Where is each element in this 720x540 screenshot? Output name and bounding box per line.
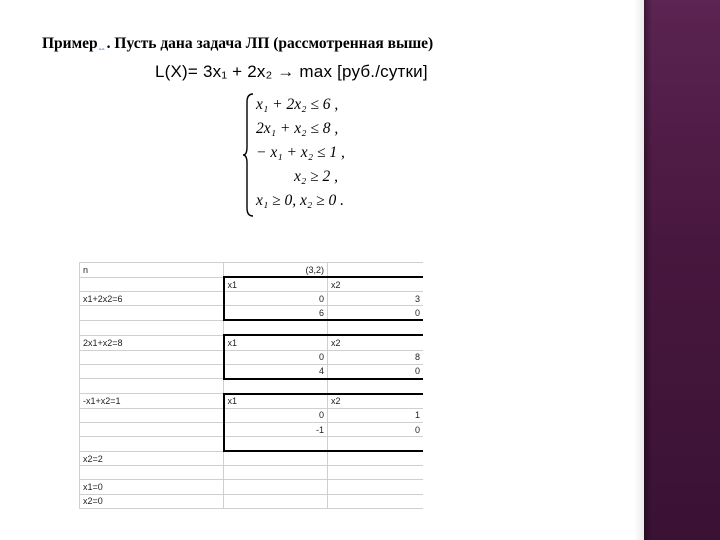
data-grid (79, 262, 423, 509)
title-text: . Пусть дана задача ЛП (рассмотренная выше) (106, 35, 434, 52)
table-row (80, 437, 424, 452)
table-row (80, 364, 424, 379)
table-cell[interactable] (328, 263, 424, 278)
table-cell[interactable] (80, 466, 224, 480)
table-cell[interactable] (80, 306, 224, 321)
table-row (80, 350, 424, 364)
example-label: Пример (42, 35, 98, 52)
table-cell[interactable]: x1+2x2=6 (80, 292, 224, 306)
table-cell[interactable] (328, 494, 424, 508)
table-cell[interactable] (80, 423, 224, 437)
table-cell[interactable] (224, 379, 328, 394)
table-cell[interactable] (80, 437, 224, 452)
table-cell[interactable]: 0 (328, 364, 424, 379)
table-cell[interactable]: 0 (328, 423, 424, 437)
table-cell[interactable] (224, 451, 328, 466)
table-cell[interactable]: 0 (224, 350, 328, 364)
spreadsheet-table (79, 262, 423, 520)
hyperlink-mark-icon[interactable]: ꞈꞈ (98, 40, 105, 50)
table-cell[interactable]: 3 (328, 292, 424, 306)
table-row (80, 408, 424, 422)
table-cell[interactable] (328, 379, 424, 394)
objective-function: L(X)= 3x₁ + 2x₂ → max [руб./сутки] (155, 62, 428, 81)
table-cell[interactable]: (3,2) (224, 263, 328, 278)
table-row (80, 480, 424, 494)
table-cell[interactable] (328, 320, 424, 335)
table-cell[interactable] (328, 480, 424, 494)
constraint-3: − x₁ + x₂ ≤ 1 , (256, 144, 345, 161)
table-row (80, 306, 424, 321)
table-cell[interactable] (80, 364, 224, 379)
constraint-5: x₁ ≥ 0, x₂ ≥ 0 . (256, 192, 345, 209)
table-cell[interactable] (224, 480, 328, 494)
table-row (80, 451, 424, 466)
slide-title (42, 35, 433, 53)
table-cell[interactable]: x1=0 (80, 480, 224, 494)
table-cell[interactable]: x1 (224, 394, 328, 409)
constraint-2: 2x₁ + x₂ ≤ 8 , (256, 120, 339, 137)
table-cell[interactable]: 2x1+x2=8 (80, 335, 224, 350)
table-cell[interactable] (328, 451, 424, 466)
table-cell[interactable]: x2=2 (80, 451, 224, 466)
table-cell[interactable] (224, 320, 328, 335)
table-cell[interactable]: 8 (328, 350, 424, 364)
constraint-system (242, 92, 382, 218)
table-cell[interactable] (80, 320, 224, 335)
table-cell[interactable]: 0 (328, 306, 424, 321)
table-row (80, 335, 424, 350)
table-cell[interactable] (328, 437, 424, 452)
table-cell[interactable]: x2=0 (80, 494, 224, 508)
table-cell[interactable] (224, 437, 328, 452)
table-cell[interactable] (80, 277, 224, 292)
table-cell[interactable]: x2 (328, 277, 424, 292)
table-cell[interactable]: x1 (224, 277, 328, 292)
band-shade (644, 0, 652, 540)
table-cell[interactable] (328, 466, 424, 480)
table-cell[interactable] (80, 408, 224, 422)
table-row (80, 379, 424, 394)
table-cell[interactable]: -1 (224, 423, 328, 437)
constraint-1: x₁ + 2x₂ ≤ 6 , (256, 96, 339, 113)
table-cell[interactable]: 1 (328, 408, 424, 422)
table-cell[interactable]: 0 (224, 292, 328, 306)
table-cell[interactable]: 4 (224, 364, 328, 379)
table-cell[interactable]: n (80, 263, 224, 278)
table-row (80, 320, 424, 335)
table-cell[interactable] (224, 466, 328, 480)
decorative-side-band (644, 0, 720, 540)
table-row (80, 466, 424, 480)
table-cell[interactable]: 6 (224, 306, 328, 321)
table-row (80, 292, 424, 306)
table-row (80, 494, 424, 508)
table-row (80, 263, 424, 278)
constraint-4: x₂ ≥ 2 , (294, 168, 339, 185)
table-cell[interactable]: 0 (224, 408, 328, 422)
table-cell[interactable]: x2 (328, 335, 424, 350)
table-cell[interactable] (224, 494, 328, 508)
table-cell[interactable] (80, 379, 224, 394)
left-brace-icon (242, 92, 256, 218)
table-cell[interactable]: x1 (224, 335, 328, 350)
table-cell[interactable] (80, 350, 224, 364)
table-row (80, 423, 424, 437)
table-cell[interactable]: x2 (328, 394, 424, 409)
table-row (80, 394, 424, 409)
table-cell[interactable]: -x1+x2=1 (80, 394, 224, 409)
table-row (80, 277, 424, 292)
